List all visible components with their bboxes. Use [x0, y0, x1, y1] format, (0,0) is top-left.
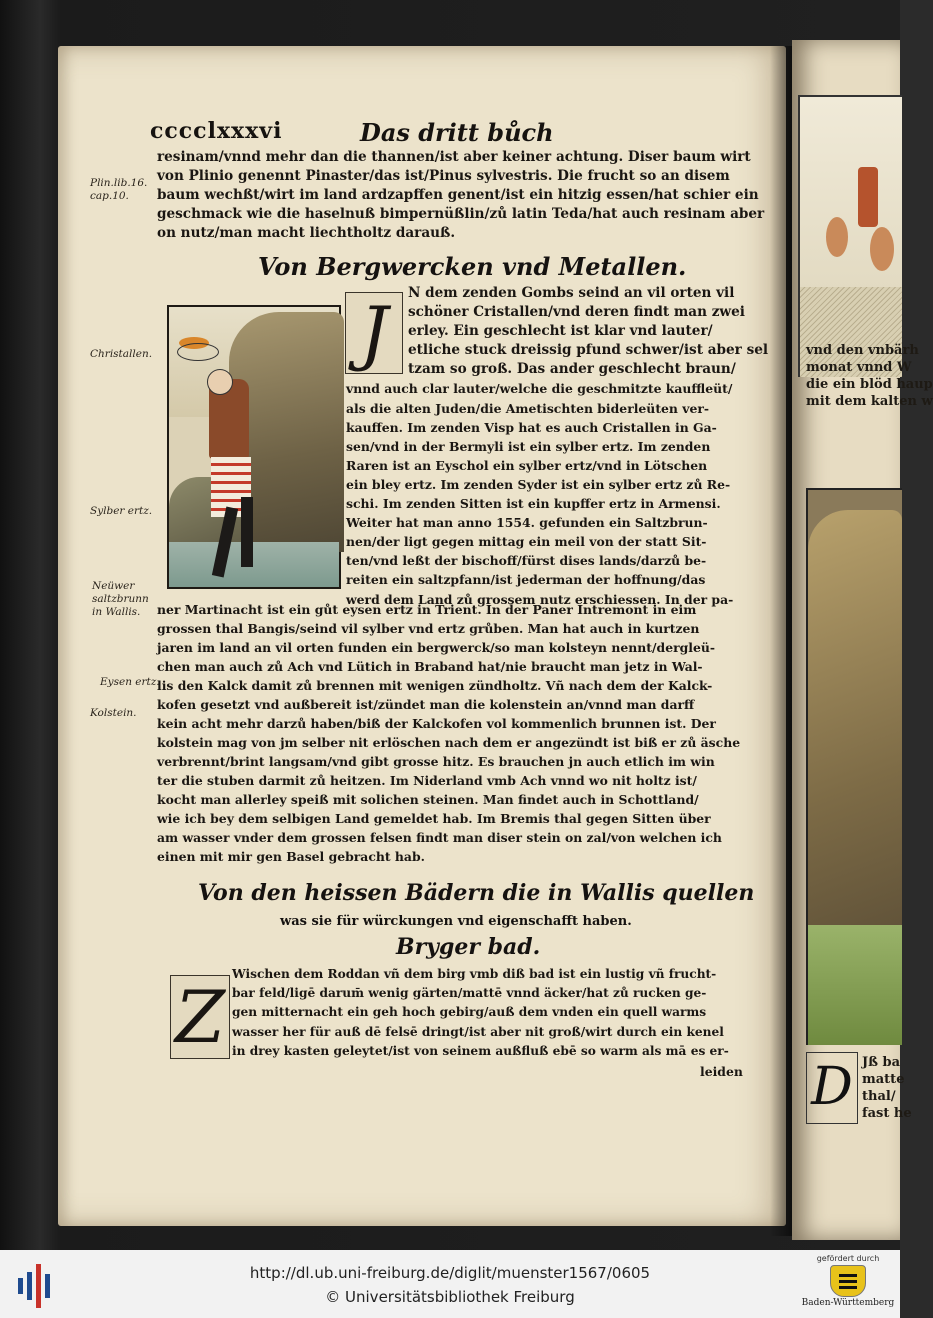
text-line: chen man auch zů Ach vnd Lütich in Braband hat/nie braucht man jetz in Wal-: [157, 659, 703, 674]
mines-paragraph-beside: [346, 284, 768, 609]
copyright-notice: © Universitätsbibliothek Freiburg: [325, 1288, 575, 1306]
text-line: kofen gesetzt vnd außbereit ist/zündet man die kolenstein an/vnnd man darff: [157, 697, 695, 712]
text-line: kolstein mag von jm selber nit erlöschen nach dem er angezündt ist biß er zů äsche: [157, 735, 741, 750]
permalink-url[interactable]: http://dl.ub.uni-freiburg.de/diglit/muenster1567/0605: [249, 1264, 651, 1282]
text-line: schöner Cristallen/vnd deren findt man zwei: [408, 304, 745, 321]
text-line: kauffen. Im zenden Visp hat es auch Cristallen in Ga-: [346, 419, 717, 435]
facing-woodcut-top: [798, 95, 902, 377]
facing-text-line: thal/: [862, 1089, 896, 1104]
text-line: vnnd auch clar lauter/welche die geschmitzte kauffleüt/: [346, 381, 733, 397]
text-line: wie ich bey dem selbigen Land gemeldet hab. Im Bremis thal gegen Sitten über: [157, 811, 711, 826]
text-line: on nutz/man macht liechtholtz darauß.: [157, 225, 456, 242]
text-line: als die alten Juden/die Ametischten biderleüten ver-: [346, 400, 710, 416]
facing-text-line: die ein blöd haup: [806, 377, 933, 392]
text-line: baum wechßt/wirt im land ardzapffen genent/ist ein hitzig essen/hat schier ein: [157, 187, 759, 204]
facing-woodcut-landscape: [806, 488, 902, 1045]
text-line: ner Martinacht ist ein gůt eysen ertz in Trient. In der Paner Intremont in eim: [157, 602, 697, 617]
text-line: ein bley ertz. Im zenden Syder ist ein sylber ertz zů Re-: [346, 476, 731, 492]
drop-cap-initial-baths: Z: [170, 975, 230, 1059]
margin-note: Eysen ertz.: [100, 676, 160, 688]
facing-text-line: fast he: [862, 1106, 912, 1121]
viewer-footer: [0, 1250, 900, 1318]
facing-page: [792, 40, 933, 1240]
text-line: einen mit mir gen Basel gebracht hab.: [157, 849, 425, 864]
text-line: in drey kasten geleytet/ist von seinem außfluß ebē so warm als mā es er-: [232, 1043, 729, 1058]
text-line: ten/vnd leßt der bischoff/fürst dises lands/darzů be-: [346, 553, 707, 569]
text-line: sen/vnd in der Bermyli ist ein sylber ertz. Im zenden: [346, 438, 711, 454]
text-line: N dem zenden Gombs seind an vil orten vil: [408, 285, 735, 301]
text-line: ter die stuben darmit zů heitzen. Im Niderland vmb Ach vnnd wo nit holtz ist/: [157, 773, 697, 788]
text-line: jaren im land an vil orten funden ein bergwerck/so man kolsteyn nennt/dergleü-: [157, 640, 716, 655]
text-line: am wasser vnder dem grossen felsen findt man diser stein on zal/von welchen ich: [157, 830, 722, 845]
facing-text-line: matte: [862, 1072, 905, 1087]
running-title: Das dritt bůch: [360, 118, 554, 147]
section-heading-baths: Von den heissen Bädern die in Wallis quellen: [198, 880, 755, 906]
text-line: gen mitternacht ein geh hoch gebirg/auß dem vnden ein quell warms: [232, 1005, 707, 1020]
section-heading-mines: Von Bergwercken vnd Metallen.: [258, 252, 687, 281]
text-line: Wischen dem Roddan vñ dem birg vmb diß bad ist ein lustig vñ frucht-: [232, 967, 717, 981]
sponsor-label: gefördert durch: [816, 1254, 880, 1263]
text-line: lis den Kalck damit zů brennen mit wenigen zündholtz. Vñ nach dem der Kalck-: [157, 678, 713, 693]
text-line: tzam so groß. Das ander geschlecht braun/: [408, 361, 736, 378]
text-line: etliche stuck dreissig pfund schwer/ist aber sel: [408, 342, 769, 359]
page-number: cccclxxxvi: [150, 118, 283, 144]
facing-text-line: mit dem kalten w: [806, 394, 933, 409]
catchword: leiden: [700, 1064, 743, 1079]
bath-paragraph: [232, 965, 729, 1061]
text-line: grossen thal Bangis/seind vil sylber vnd ertz grůben. Man hat auch in kurtzen: [157, 621, 700, 636]
text-line: geschmack wie die haselnuß bimpernüßlin/zů latin Teda/hat auch resinam aber: [157, 206, 765, 223]
facing-initial: D: [806, 1052, 858, 1124]
intro-paragraph: [157, 148, 764, 243]
margin-note: Sylber ertz.: [90, 505, 153, 517]
text-line: von Plinio genennt Pinaster/das ist/Pinus sylvestris. Die frucht so an disem: [157, 168, 730, 185]
facing-text-line: monat vnnd W: [806, 360, 912, 375]
margin-note: Neüwer saltzbrunn in Wallis.: [92, 580, 149, 618]
margin-note: Kolstein.: [90, 707, 137, 719]
text-line: wasser her für auß dē felsē dringt/ist aber nit groß/wirt durch ein kenel: [232, 1024, 724, 1039]
text-line: Weiter hat man anno 1554. gefunden ein Saltzbrun-: [346, 515, 708, 531]
baden-wuerttemberg-shield-icon: [830, 1265, 866, 1297]
text-line: kocht man allerley speiß mit solichen steinen. Man findet auch in Schottland/: [157, 792, 699, 807]
text-line: schi. Im zenden Sitten ist ein kupffer ertz in Armensi.: [346, 496, 721, 512]
margin-note: Christallen.: [90, 348, 153, 360]
gutter-shadow: [770, 46, 792, 1236]
sponsor-name: Baden-Württemberg: [801, 1298, 895, 1308]
text-line: verbrennt/brint langsam/vnd gibt grosse hitz. Es brauchen jn auch etlich im win: [157, 754, 715, 769]
bath-title: Bryger bad.: [396, 934, 541, 960]
facing-text-line: vnd den vnbärh: [806, 343, 919, 358]
text-line: bar feld/ligē darum̄ wenig gärten/mattē vnnd äcker/hat zů rucken ge-: [232, 986, 707, 1001]
text-line: Raren ist an Eyschol ein sylber ertz/vnd in Lötschen: [346, 457, 708, 473]
mines-paragraph-full: [157, 600, 740, 866]
woodcut-miner-illustration: [167, 305, 341, 589]
margin-note: Plin.lib.16. cap.10.: [90, 177, 148, 202]
drop-cap-initial: J: [345, 292, 403, 374]
text-line: erley. Ein geschlecht ist klar vnd lauter/: [408, 323, 713, 340]
text-line: werd dem Land zů grossem nutz erschiessen. In der pa-: [346, 591, 734, 607]
text-line: resinam/vnnd mehr dan die thannen/ist aber keiner achtung. Diser baum wirt: [157, 149, 751, 165]
text-line: reiten ein saltzpfann/ist jederman der hoffnung/das: [346, 572, 706, 588]
section-subheading-baths: was sie für würckungen vnd eigenschafft haben.: [280, 914, 632, 929]
facing-text-line: Jß ba: [862, 1055, 901, 1070]
sponsor-block: [796, 1254, 900, 1318]
text-line: kein acht mehr darzů haben/biß der Kalckofen vol kommenlich brunnen ist. Der: [157, 716, 716, 731]
text-line: nen/der ligt gegen mittag ein meil von der statt Sit-: [346, 534, 707, 550]
